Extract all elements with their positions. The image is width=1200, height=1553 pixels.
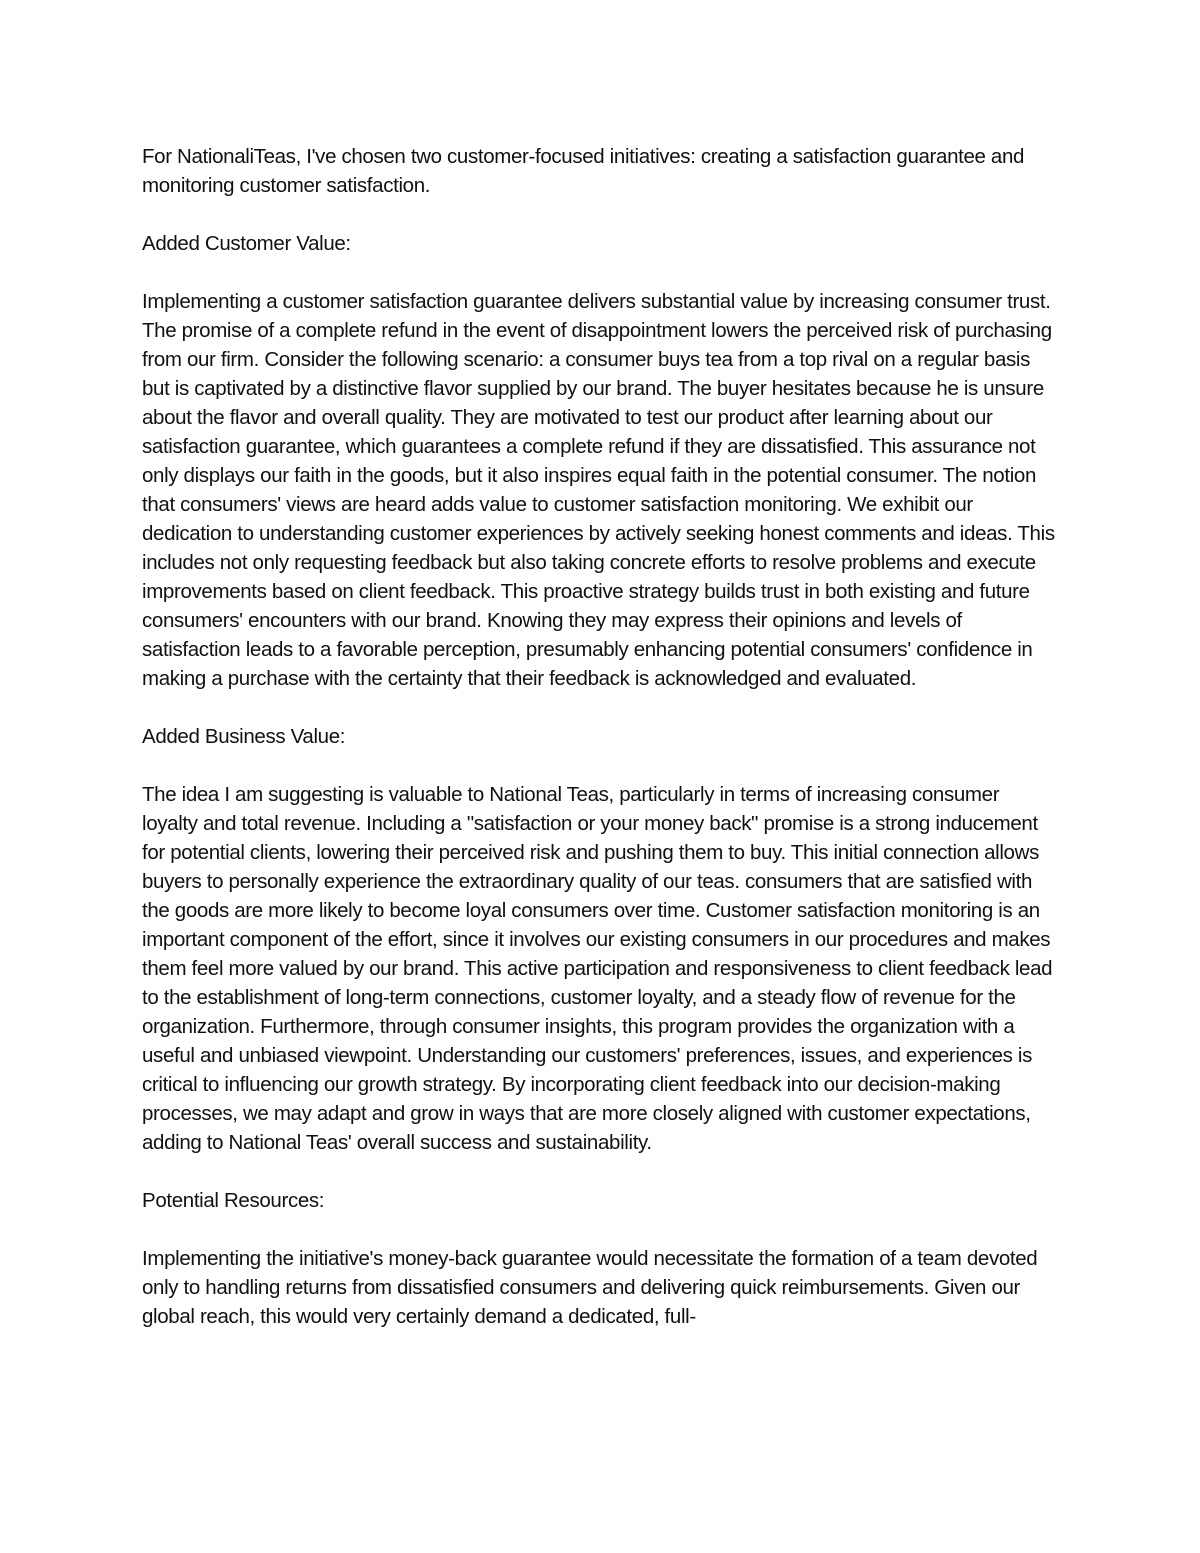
- section-heading-customer-value: Added Customer Value:: [142, 232, 351, 255]
- section-body-customer-value: Implementing a customer satisfaction guarantee delivers substantial value by increasing consumer trust. The promise of a complete refund in the event of disappointment lowers the perceived risk of purchasing from our firm. Consider the following scenario: a consumer buys tea from a top rival on a regular basis but is captivated by a distinctive flavor supplied by our brand. The buyer hesitates because he is unsure about the flavor and overall quality. They are motivated to test our product after learning about our satisfaction guarantee, which guarantees a complete refund if they are dissatisfied. This assurance not only displays our faith in the goods, but it also inspires equal faith in the potential consumer. The notion that consumers' views are heard adds value to customer satisfaction monitoring. We exhibit our dedication to understanding customer experiences by actively seeking honest comments and ideas. This includes not only requesting feedback but also taking concrete efforts to resolve problems and execute improvements based on client feedback. This proactive strategy builds trust in both existing and future consumers' encounters with our brand. Knowing they may express their opinions and levels of satisfaction leads to a favorable perception, presumably enhancing potential consumers' confidence in making a purchase with the certainty that their feedback is acknowledged and evaluated.: [142, 290, 1055, 690]
- section-heading-business-value: Added Business Value:: [142, 725, 346, 748]
- intro-paragraph: For NationaliTeas, I've chosen two customer-focused initiatives: creating a satisfaction guarantee and monitoring customer satisfaction.: [142, 145, 1025, 197]
- section-heading-potential-resources: Potential Resources:: [142, 1189, 325, 1212]
- section-body-potential-resources: Implementing the initiative's money-back guarantee would necessitate the formation of a team devoted only to handling returns from dissatisfied consumers and delivering quick reimbursements. Given our global reach, this would very certainly demand a dedicated, full-: [142, 1247, 1038, 1328]
- section-body-business-value: The idea I am suggesting is valuable to National Teas, particularly in terms of increasing consumer loyalty and total revenue. Including a "satisfaction or your money back" promise is a strong inducement for potential clients, lowering their perceived risk and pushing them to buy. This initial connection allows buyers to personally experience the extraordinary quality of our teas. consumers that are satisfied with the goods are more likely to become loyal consumers over time. Customer satisfaction monitoring is an important component of the effort, since it involves our existing consumers in our procedures and makes them feel more valued by our brand. This active participation and responsiveness to client feedback lead to the establishment of long-term connections, customer loyalty, and a steady flow of revenue for the organization. Furthermore, through consumer insights, this program provides the organization with a useful and unbiased viewpoint. Understanding our customers' preferences, issues, and experiences is critical to influencing our growth strategy. By incorporating client feedback into our decision-making processes, we may adapt and grow in ways that are more closely aligned with customer expectations, adding to National Teas' overall success and sustainability.: [142, 783, 1053, 1154]
- document-body: [142, 142, 1060, 1360]
